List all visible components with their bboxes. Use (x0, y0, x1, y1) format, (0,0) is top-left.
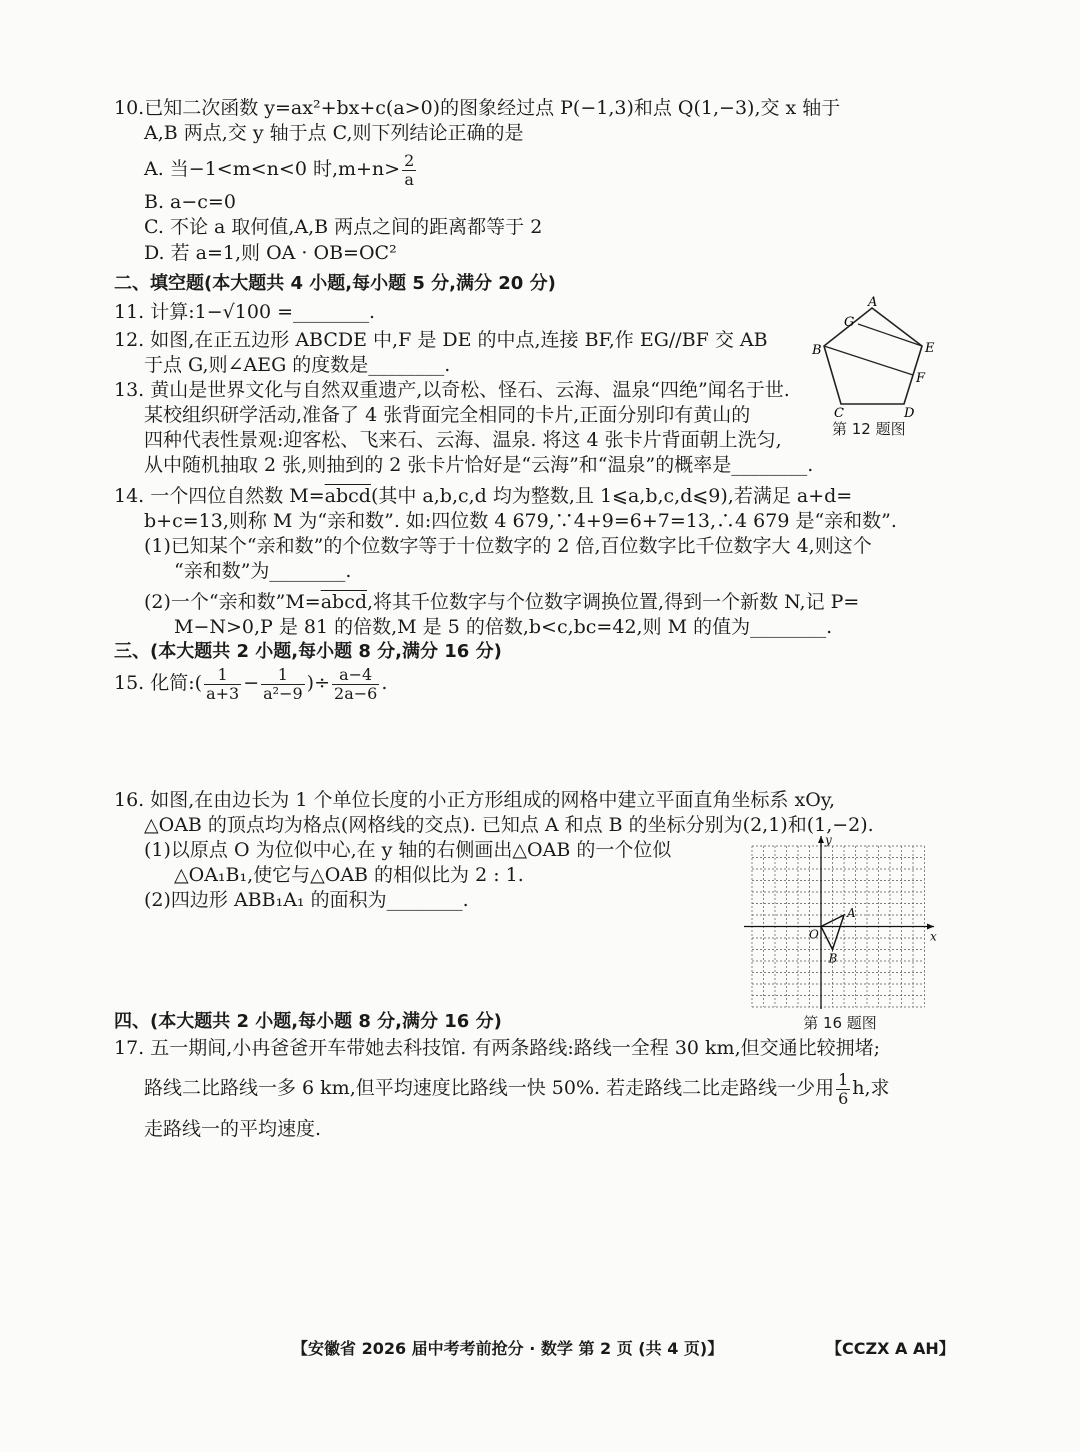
fraction-numerator: 2 (404, 151, 415, 171)
label-x: x (930, 929, 937, 944)
q16-line-2: △OAB 的顶点均为格点(网格线的交点). 已知点 A 和点 B 的坐标分别为(2,1)和(1,−2). (144, 814, 874, 837)
q14-line-1-post: (其中 a,b,c,d 均为整数,且 1⩽a,b,c,d⩽9),若满足 a+d= (370, 485, 853, 507)
fraction-numerator: 1 (838, 1070, 849, 1090)
q17-line-2-pre: 路线二比路线一多 6 km,但平均速度比路线一快 50%. 若走路线二比走路线一少用 (144, 1077, 835, 1100)
q13-line-3: 四种代表性景观:迎客松、飞来石、云海、温泉. 将这 4 张卡片背面朝上洗匀, (144, 429, 782, 452)
q10-option-a (114, 152, 944, 188)
figure-12 (808, 296, 944, 440)
label-b: B (828, 951, 838, 966)
figure-16-caption: 第 16 题图 (803, 1014, 877, 1032)
fraction-denominator: a+3 (206, 683, 240, 703)
q10-line-1: 10.已知二次函数 y=ax²+bx+c(a>0)的图象经过点 P(−1,3)和点 Q(1,−3),交 x 轴于 (114, 97, 841, 119)
q14-part-1-line-2: “亲和数”为________. (174, 560, 352, 583)
q10-option-a-fraction (402, 152, 416, 188)
q10-option-d: D. 若 a=1,则 OA · OB=OC² (144, 241, 397, 264)
fraction-denominator: 2a−6 (334, 683, 378, 703)
label-b: B (812, 343, 822, 358)
label-a: A (868, 296, 878, 310)
question-10 (114, 96, 944, 266)
section-4-heading: 四、(本大题共 2 小题,每小题 8 分,满分 16 分) (114, 1011, 502, 1032)
segment-bf (824, 346, 913, 375)
q14-part-1-line-1: (1)已知某个“亲和数”的个位数字等于十位数字的 2 倍,百位数字比千位数字大 4,则这个 (144, 535, 872, 558)
q14-line-1 (114, 484, 944, 509)
label-a: A (847, 906, 856, 920)
y-axis-arrow (818, 836, 824, 843)
q10-line-2: A,B 两点,交 y 轴于点 C,则下列结论正确的是 (144, 122, 524, 145)
q15-end: . (381, 672, 388, 695)
q14-line-1-pre: 14. 一个四位自然数 M= (114, 485, 325, 507)
figure-12-caption: 第 12 题图 (832, 420, 906, 438)
q14-abcd: abcd (324, 485, 371, 507)
fraction-numerator: 1 (261, 666, 305, 685)
q14-part-2-pre: (2)一个“亲和数”M= (144, 591, 321, 614)
fraction-denominator: a (404, 169, 414, 189)
q12-line-2: 于点 G,则∠AEG 的度数是________. (144, 354, 451, 377)
pentagon-diagram (808, 296, 944, 422)
q14-abcd-2: abcd (320, 591, 368, 614)
q14-part-2-post: ,将其千位数字与个位数字调换位置,得到一个新数 N,记 P= (367, 591, 860, 614)
fraction-numerator: 1 (204, 666, 241, 685)
q17-line-3: 走路线一的平均速度. (144, 1118, 322, 1141)
q15-pre: 15. 化简:( (114, 672, 203, 695)
label-y: y (825, 834, 832, 847)
section-2-heading: 二、填空题(本大题共 4 小题,每小题 5 分,满分 20 分) (114, 273, 556, 294)
triangle-oab (821, 915, 844, 950)
label-c: C (834, 406, 844, 421)
paper-code: 【CCZX A AH】 (826, 1339, 955, 1358)
label-d: D (904, 406, 915, 421)
page-footer: 【安徽省 2026 届中考考前抢分 · 数学 第 2 页 (共 4 页)】 (292, 1339, 724, 1358)
label-o: O (809, 927, 819, 942)
q15-fraction-1 (204, 666, 241, 702)
q15-fraction-3 (332, 666, 379, 702)
q15-divide: )÷ (306, 672, 331, 695)
label-g: G (844, 315, 855, 330)
question-14 (114, 484, 944, 640)
q13-line-1: 13. 黄山是世界文化与自然双重遗产,以奇松、怪石、云海、温泉“四绝”闻名于世. (114, 379, 790, 401)
question-17 (114, 1036, 944, 1142)
q12-line-1: 12. 如图,在正五边形 ABCDE 中,F 是 DE 的中点,连接 BF,作 EG//BF 交 AB (114, 329, 768, 351)
q16-part-1-line-1: (1)以原点 O 为位似中心,在 y 轴的右侧画出△OAB 的一个位似 (144, 839, 672, 862)
q14-part-2-line-1 (114, 590, 944, 615)
q14-line-2: b+c=13,则称 M 为“亲和数”. 如:四位数 4 679,∵4+9=6+7=13,∴4 679 是“亲和数”. (144, 510, 897, 533)
fraction-numerator: a−4 (332, 666, 379, 685)
q10-option-a-text: A. 当−1<m<n<0 时,m+n> (144, 158, 401, 181)
label-e: E (925, 341, 935, 356)
q13-line-4: 从中随机抽取 2 张,则抽到的 2 张卡片恰好是“云海”和“温泉”的概率是________. (144, 454, 814, 477)
q13-line-2: 某校组织研学活动,准备了 4 张背面完全相同的卡片,正面分别印有黄山的 (144, 404, 751, 427)
q17-line-1: 17. 五一期间,小冉爸爸开车带她去科技馆. 有两条路线:路线一全程 30 km,但交通比较拥堵; (114, 1037, 881, 1059)
q16-part-1-line-2: △OA₁B₁,使它与△OAB 的相似比为 2 : 1. (174, 864, 524, 887)
question-15 (114, 666, 944, 702)
q14-part-2-line-2: M−N>0,P 是 81 的倍数,M 是 5 的倍数,b<c,bc=42,则 M 的值为________. (174, 616, 833, 639)
q17-line-2 (114, 1071, 944, 1107)
section-3-heading: 三、(本大题共 2 小题,每小题 8 分,满分 16 分) (114, 641, 502, 662)
fraction-denominator: a²−9 (263, 683, 303, 703)
q11-text: 11. 计算:1−√100 =________. (114, 301, 376, 323)
q10-option-b: B. a−c=0 (144, 191, 236, 214)
q10-option-c: C. 不论 a 取何值,A,B 两点之间的距离都等于 2 (144, 216, 543, 239)
q15-expression (114, 666, 944, 702)
fraction-denominator: 6 (838, 1088, 849, 1108)
segment-eg (858, 324, 922, 346)
q15-fraction-2 (261, 666, 305, 702)
label-f: F (916, 371, 926, 386)
q15-minus: − (243, 672, 260, 695)
pentagon-abcde (824, 308, 922, 404)
figure-16 (742, 834, 938, 1034)
q16-line-1: 16. 如图,在由边长为 1 个单位长度的小正方形组成的网格中建立平面直角坐标系 xOy, (114, 789, 836, 811)
q17-line-2-post: h,求 (852, 1077, 890, 1100)
coordinate-grid (742, 834, 938, 1010)
q16-part-2: (2)四边形 ABB₁A₁ 的面积为________. (144, 889, 469, 912)
q17-fraction (836, 1071, 850, 1107)
